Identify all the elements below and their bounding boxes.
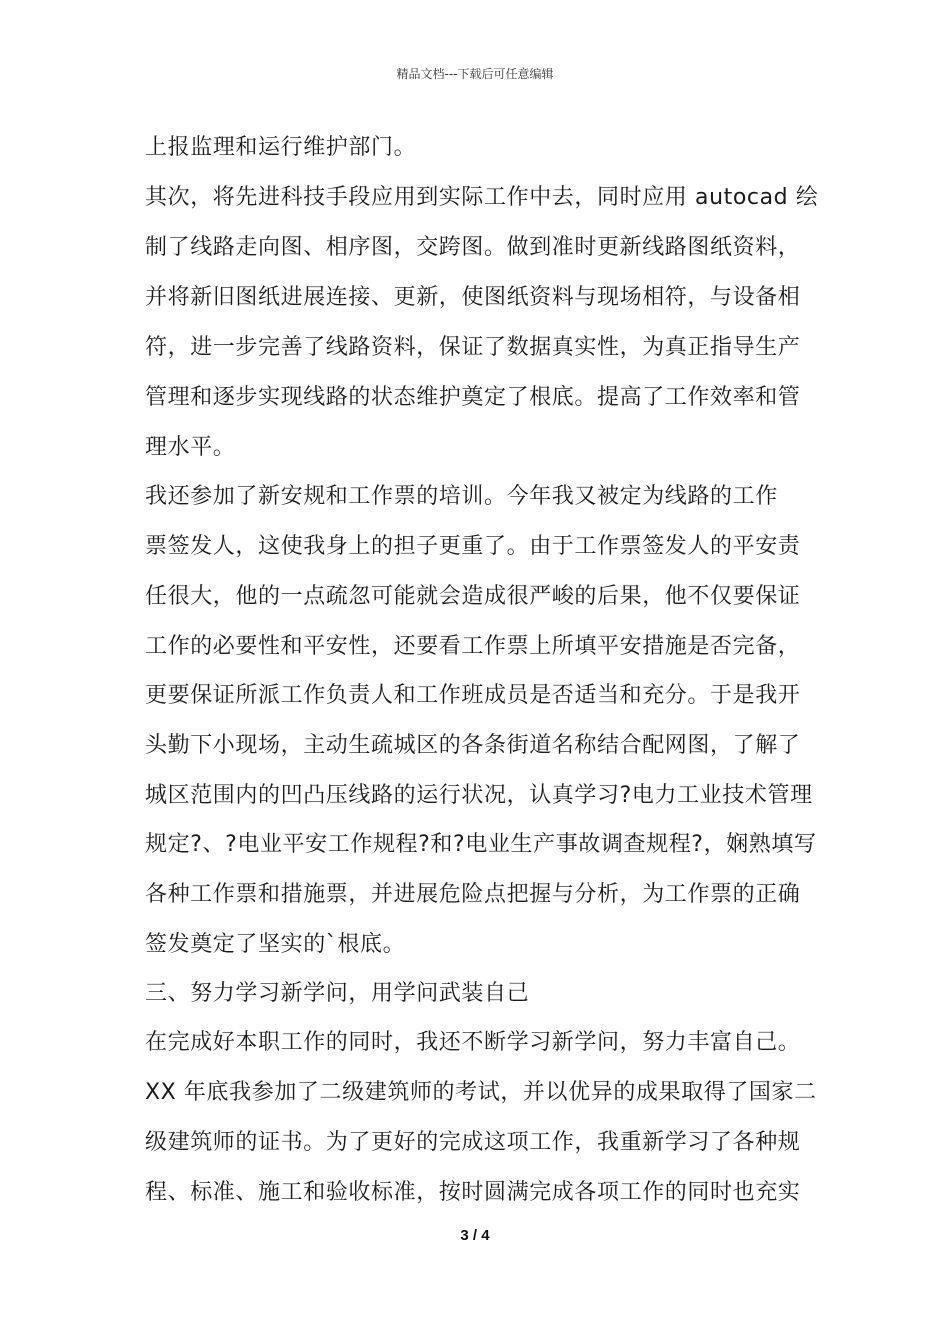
- document-header: 精品文档---下载后可任意编辑: [396, 67, 554, 81]
- body-line: 级建筑师的证书。为了更好的完成这项工作，我重新学习了各种规: [145, 1130, 801, 1155]
- body-line: 我还参加了新安规和工作票的培训。今年我又被定为线路的工作: [145, 484, 778, 509]
- body-line: 在完成好本职工作的同时，我还不断学习新学问，努力丰富自己。: [145, 1030, 801, 1055]
- page-number: 3 / 4: [460, 1227, 490, 1244]
- body-line: 程、标准、施工和验收标准，按时圆满完成各项工作的同时也充实: [145, 1180, 801, 1205]
- body-line: 城区范围内的凹凸压线路的运行状况，认真学习?电力工业技术管理: [145, 783, 813, 808]
- body-line: 头勤下小现场，主动生疏城区的各条街道名称结合配网图，了解了: [145, 733, 801, 758]
- body-line: 签发奠定了坚实的`根底。: [145, 932, 406, 957]
- body-line: 其次，将先进科技手段应用到实际工作中去，同时应用 autocad 绘: [145, 185, 819, 210]
- body-line: 符，进一步完善了线路资料，保证了数据真实性，为真正指导生产: [145, 335, 801, 360]
- body-line: 任很大，他的一点疏忽可能就会造成很严峻的后果，他不仅要保证: [145, 584, 801, 609]
- body-line: 管理和逐步实现线路的状态维护奠定了根底。提高了工作效率和管: [145, 385, 801, 410]
- body-line: 各种工作票和措施票，并进展危险点把握与分析，为工作票的正确: [145, 882, 801, 907]
- body-line: 理水平。: [145, 435, 236, 460]
- section-heading: 三、努力学习新学问，用学问武装自己: [145, 981, 530, 1006]
- body-line: 更要保证所派工作负责人和工作班成员是否适当和充分。于是我开: [145, 683, 801, 708]
- body-line: 制了线路走向图、相序图，交跨图。做到准时更新线路图纸资料，: [145, 235, 801, 260]
- body-line: XX 年底我参加了二级建筑师的考试，并以优异的成果取得了国家二: [145, 1080, 817, 1105]
- body-line: 工作的必要性和平安性，还要看工作票上所填平安措施是否完备，: [145, 634, 801, 659]
- body-line: 并将新旧图纸进展连接、更新，使图纸资料与现场相符，与设备相: [145, 285, 801, 310]
- body-line: 规定?、?电业平安工作规程?和?电业生产事故调查规程?，娴熟填写: [145, 832, 817, 857]
- body-line: 上报监理和运行维护部门。: [145, 135, 417, 160]
- body-line: 票签发人，这使我身上的担子更重了。由于工作票签发人的平安责: [145, 534, 801, 559]
